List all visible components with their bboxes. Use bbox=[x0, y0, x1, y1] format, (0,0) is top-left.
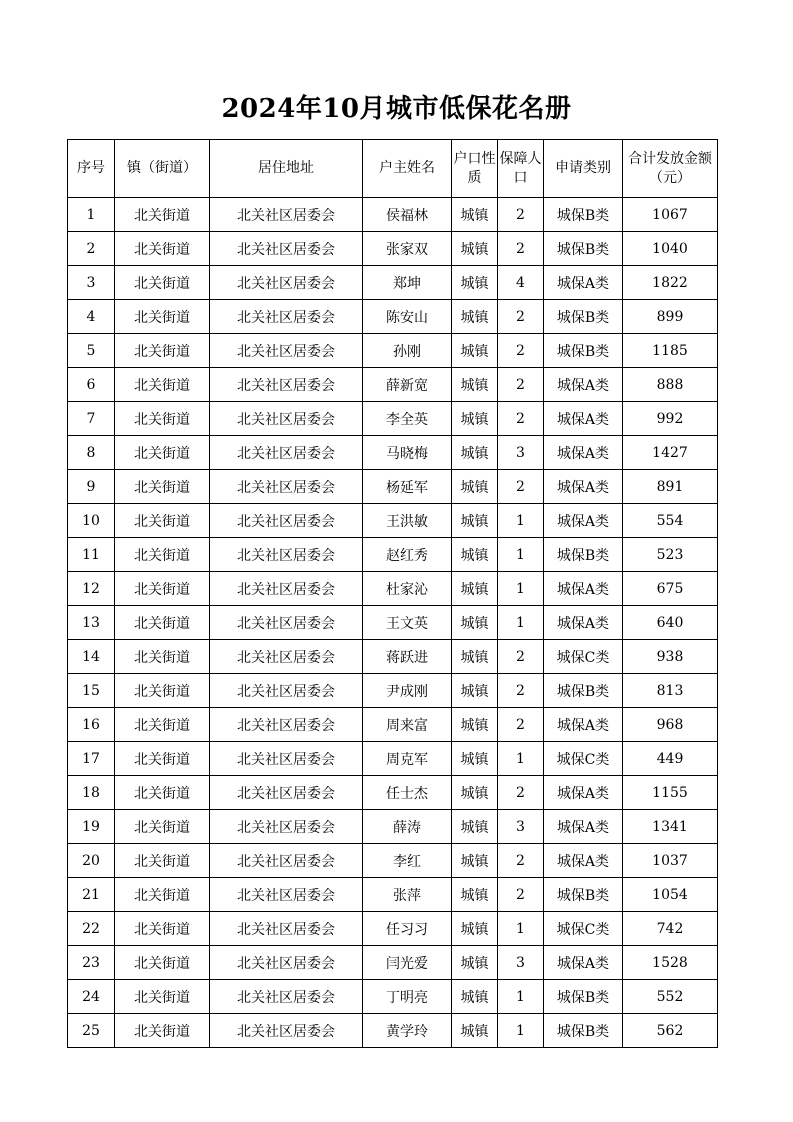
cell-category: 城保A类 bbox=[544, 708, 623, 742]
cell-hukou: 城镇 bbox=[452, 402, 498, 436]
cell-name: 郑坤 bbox=[363, 266, 452, 300]
table-row bbox=[68, 912, 718, 946]
cell-seq: 23 bbox=[68, 946, 115, 980]
cell-amount: 675 bbox=[623, 572, 718, 606]
cell-name: 周克军 bbox=[363, 742, 452, 776]
cell-category: 城保B类 bbox=[544, 980, 623, 1014]
cell-town: 北关街道 bbox=[115, 1014, 210, 1048]
cell-name: 赵红秀 bbox=[363, 538, 452, 572]
cell-name: 任士杰 bbox=[363, 776, 452, 810]
cell-persons: 1 bbox=[498, 606, 544, 640]
cell-hukou: 城镇 bbox=[452, 742, 498, 776]
cell-category: 城保A类 bbox=[544, 470, 623, 504]
table-row bbox=[68, 300, 718, 334]
cell-persons: 2 bbox=[498, 674, 544, 708]
cell-persons: 1 bbox=[498, 572, 544, 606]
table-row bbox=[68, 198, 718, 232]
cell-name: 丁明亮 bbox=[363, 980, 452, 1014]
cell-seq: 25 bbox=[68, 1014, 115, 1048]
cell-seq: 20 bbox=[68, 844, 115, 878]
cell-hukou: 城镇 bbox=[452, 300, 498, 334]
cell-town: 北关街道 bbox=[115, 946, 210, 980]
cell-town: 北关街道 bbox=[115, 470, 210, 504]
cell-category: 城保A类 bbox=[544, 776, 623, 810]
cell-town: 北关街道 bbox=[115, 368, 210, 402]
cell-address: 北关社区居委会 bbox=[210, 878, 363, 912]
cell-hukou: 城镇 bbox=[452, 844, 498, 878]
cell-town: 北关街道 bbox=[115, 572, 210, 606]
cell-seq: 6 bbox=[68, 368, 115, 402]
cell-name: 黄学玲 bbox=[363, 1014, 452, 1048]
cell-category: 城保C类 bbox=[544, 640, 623, 674]
header-hukou: 户口性质 bbox=[452, 140, 498, 198]
cell-seq: 4 bbox=[68, 300, 115, 334]
cell-address: 北关社区居委会 bbox=[210, 810, 363, 844]
cell-category: 城保B类 bbox=[544, 538, 623, 572]
table-row bbox=[68, 776, 718, 810]
cell-category: 城保A类 bbox=[544, 402, 623, 436]
cell-town: 北关街道 bbox=[115, 266, 210, 300]
cell-amount: 813 bbox=[623, 674, 718, 708]
cell-address: 北关社区居委会 bbox=[210, 504, 363, 538]
cell-hukou: 城镇 bbox=[452, 776, 498, 810]
cell-persons: 4 bbox=[498, 266, 544, 300]
cell-hukou: 城镇 bbox=[452, 266, 498, 300]
cell-persons: 1 bbox=[498, 912, 544, 946]
cell-hukou: 城镇 bbox=[452, 606, 498, 640]
cell-category: 城保A类 bbox=[544, 368, 623, 402]
cell-seq: 12 bbox=[68, 572, 115, 606]
cell-category: 城保C类 bbox=[544, 912, 623, 946]
cell-category: 城保A类 bbox=[544, 844, 623, 878]
table-row bbox=[68, 606, 718, 640]
cell-name: 杜家沁 bbox=[363, 572, 452, 606]
cell-amount: 891 bbox=[623, 470, 718, 504]
cell-seq: 19 bbox=[68, 810, 115, 844]
cell-town: 北关街道 bbox=[115, 810, 210, 844]
cell-name: 任习习 bbox=[363, 912, 452, 946]
cell-persons: 2 bbox=[498, 334, 544, 368]
cell-amount: 992 bbox=[623, 402, 718, 436]
cell-persons: 2 bbox=[498, 470, 544, 504]
cell-seq: 22 bbox=[68, 912, 115, 946]
cell-category: 城保C类 bbox=[544, 742, 623, 776]
cell-address: 北关社区居委会 bbox=[210, 776, 363, 810]
cell-address: 北关社区居委会 bbox=[210, 980, 363, 1014]
cell-address: 北关社区居委会 bbox=[210, 470, 363, 504]
cell-category: 城保A类 bbox=[544, 810, 623, 844]
cell-persons: 2 bbox=[498, 640, 544, 674]
cell-town: 北关街道 bbox=[115, 980, 210, 1014]
cell-amount: 554 bbox=[623, 504, 718, 538]
cell-town: 北关街道 bbox=[115, 436, 210, 470]
cell-hukou: 城镇 bbox=[452, 810, 498, 844]
table-row bbox=[68, 708, 718, 742]
header-amount: 合计发放金额（元） bbox=[623, 140, 718, 198]
cell-seq: 2 bbox=[68, 232, 115, 266]
cell-address: 北关社区居委会 bbox=[210, 266, 363, 300]
cell-amount: 1822 bbox=[623, 266, 718, 300]
cell-persons: 2 bbox=[498, 776, 544, 810]
cell-amount: 1185 bbox=[623, 334, 718, 368]
cell-persons: 2 bbox=[498, 232, 544, 266]
cell-seq: 13 bbox=[68, 606, 115, 640]
cell-address: 北关社区居委会 bbox=[210, 232, 363, 266]
cell-seq: 14 bbox=[68, 640, 115, 674]
cell-town: 北关街道 bbox=[115, 334, 210, 368]
cell-town: 北关街道 bbox=[115, 674, 210, 708]
cell-amount: 449 bbox=[623, 742, 718, 776]
table-row bbox=[68, 640, 718, 674]
table-row bbox=[68, 368, 718, 402]
cell-category: 城保B类 bbox=[544, 300, 623, 334]
cell-persons: 2 bbox=[498, 300, 544, 334]
table-row bbox=[68, 266, 718, 300]
cell-name: 薛新宽 bbox=[363, 368, 452, 402]
page-title: 2024年10月城市低保花名册 bbox=[221, 94, 572, 124]
cell-hukou: 城镇 bbox=[452, 334, 498, 368]
cell-address: 北关社区居委会 bbox=[210, 844, 363, 878]
cell-amount: 1427 bbox=[623, 436, 718, 470]
header-name: 户主姓名 bbox=[363, 140, 452, 198]
cell-amount: 742 bbox=[623, 912, 718, 946]
cell-persons: 2 bbox=[498, 402, 544, 436]
cell-address: 北关社区居委会 bbox=[210, 742, 363, 776]
cell-name: 周来富 bbox=[363, 708, 452, 742]
cell-name: 张家双 bbox=[363, 232, 452, 266]
cell-name: 尹成刚 bbox=[363, 674, 452, 708]
table-row bbox=[68, 538, 718, 572]
cell-name: 王文英 bbox=[363, 606, 452, 640]
cell-seq: 21 bbox=[68, 878, 115, 912]
cell-name: 孙刚 bbox=[363, 334, 452, 368]
cell-seq: 5 bbox=[68, 334, 115, 368]
cell-hukou: 城镇 bbox=[452, 470, 498, 504]
cell-name: 闫光爱 bbox=[363, 946, 452, 980]
cell-address: 北关社区居委会 bbox=[210, 300, 363, 334]
cell-category: 城保A类 bbox=[544, 504, 623, 538]
cell-category: 城保B类 bbox=[544, 674, 623, 708]
roster-table bbox=[67, 139, 718, 1048]
cell-town: 北关街道 bbox=[115, 708, 210, 742]
cell-category: 城保B类 bbox=[544, 232, 623, 266]
cell-address: 北关社区居委会 bbox=[210, 674, 363, 708]
cell-amount: 562 bbox=[623, 1014, 718, 1048]
cell-category: 城保A类 bbox=[544, 606, 623, 640]
cell-amount: 1037 bbox=[623, 844, 718, 878]
cell-hukou: 城镇 bbox=[452, 980, 498, 1014]
table-row bbox=[68, 402, 718, 436]
cell-amount: 968 bbox=[623, 708, 718, 742]
table-row bbox=[68, 470, 718, 504]
cell-hukou: 城镇 bbox=[452, 198, 498, 232]
cell-persons: 3 bbox=[498, 946, 544, 980]
cell-hukou: 城镇 bbox=[452, 538, 498, 572]
cell-hukou: 城镇 bbox=[452, 708, 498, 742]
cell-address: 北关社区居委会 bbox=[210, 946, 363, 980]
cell-amount: 640 bbox=[623, 606, 718, 640]
cell-amount: 1067 bbox=[623, 198, 718, 232]
cell-town: 北关街道 bbox=[115, 198, 210, 232]
cell-category: 城保A类 bbox=[544, 436, 623, 470]
cell-town: 北关街道 bbox=[115, 844, 210, 878]
cell-amount: 1054 bbox=[623, 878, 718, 912]
cell-town: 北关街道 bbox=[115, 606, 210, 640]
header-category: 申请类别 bbox=[544, 140, 623, 198]
cell-hukou: 城镇 bbox=[452, 912, 498, 946]
cell-town: 北关街道 bbox=[115, 776, 210, 810]
cell-town: 北关街道 bbox=[115, 538, 210, 572]
header-seq: 序号 bbox=[68, 140, 115, 198]
cell-amount: 938 bbox=[623, 640, 718, 674]
cell-hukou: 城镇 bbox=[452, 436, 498, 470]
table-header-row bbox=[68, 140, 718, 198]
cell-name: 李全英 bbox=[363, 402, 452, 436]
cell-category: 城保A类 bbox=[544, 946, 623, 980]
table-body bbox=[68, 198, 718, 1048]
cell-seq: 1 bbox=[68, 198, 115, 232]
table-row bbox=[68, 946, 718, 980]
cell-seq: 17 bbox=[68, 742, 115, 776]
cell-amount: 1040 bbox=[623, 232, 718, 266]
table-row bbox=[68, 572, 718, 606]
cell-hukou: 城镇 bbox=[452, 1014, 498, 1048]
cell-name: 薛涛 bbox=[363, 810, 452, 844]
cell-name: 侯福林 bbox=[363, 198, 452, 232]
cell-seq: 8 bbox=[68, 436, 115, 470]
cell-amount: 1341 bbox=[623, 810, 718, 844]
cell-name: 陈安山 bbox=[363, 300, 452, 334]
cell-category: 城保A类 bbox=[544, 572, 623, 606]
cell-seq: 3 bbox=[68, 266, 115, 300]
cell-persons: 2 bbox=[498, 708, 544, 742]
cell-seq: 18 bbox=[68, 776, 115, 810]
cell-address: 北关社区居委会 bbox=[210, 436, 363, 470]
cell-town: 北关街道 bbox=[115, 742, 210, 776]
cell-amount: 523 bbox=[623, 538, 718, 572]
cell-town: 北关街道 bbox=[115, 504, 210, 538]
cell-name: 杨延军 bbox=[363, 470, 452, 504]
cell-address: 北关社区居委会 bbox=[210, 572, 363, 606]
cell-amount: 1155 bbox=[623, 776, 718, 810]
header-town: 镇（街道） bbox=[115, 140, 210, 198]
cell-name: 马晓梅 bbox=[363, 436, 452, 470]
table-row bbox=[68, 232, 718, 266]
cell-persons: 1 bbox=[498, 1014, 544, 1048]
table-row bbox=[68, 810, 718, 844]
table-row bbox=[68, 1014, 718, 1048]
cell-category: 城保B类 bbox=[544, 1014, 623, 1048]
table-row bbox=[68, 878, 718, 912]
cell-address: 北关社区居委会 bbox=[210, 708, 363, 742]
cell-persons: 2 bbox=[498, 198, 544, 232]
cell-hukou: 城镇 bbox=[452, 504, 498, 538]
header-address: 居住地址 bbox=[210, 140, 363, 198]
cell-persons: 3 bbox=[498, 810, 544, 844]
cell-persons: 1 bbox=[498, 504, 544, 538]
cell-category: 城保B类 bbox=[544, 334, 623, 368]
cell-seq: 15 bbox=[68, 674, 115, 708]
cell-persons: 2 bbox=[498, 368, 544, 402]
header-persons: 保障人口 bbox=[498, 140, 544, 198]
cell-address: 北关社区居委会 bbox=[210, 1014, 363, 1048]
cell-name: 张萍 bbox=[363, 878, 452, 912]
table-row bbox=[68, 436, 718, 470]
cell-address: 北关社区居委会 bbox=[210, 368, 363, 402]
cell-seq: 24 bbox=[68, 980, 115, 1014]
cell-address: 北关社区居委会 bbox=[210, 538, 363, 572]
cell-category: 城保B类 bbox=[544, 198, 623, 232]
cell-amount: 1528 bbox=[623, 946, 718, 980]
cell-name: 王洪敏 bbox=[363, 504, 452, 538]
cell-persons: 2 bbox=[498, 878, 544, 912]
cell-persons: 1 bbox=[498, 538, 544, 572]
cell-hukou: 城镇 bbox=[452, 674, 498, 708]
cell-persons: 3 bbox=[498, 436, 544, 470]
cell-name: 李红 bbox=[363, 844, 452, 878]
cell-seq: 11 bbox=[68, 538, 115, 572]
cell-persons: 1 bbox=[498, 980, 544, 1014]
table-row bbox=[68, 504, 718, 538]
table-row bbox=[68, 674, 718, 708]
cell-address: 北关社区居委会 bbox=[210, 606, 363, 640]
cell-hukou: 城镇 bbox=[452, 368, 498, 402]
cell-address: 北关社区居委会 bbox=[210, 640, 363, 674]
cell-town: 北关街道 bbox=[115, 232, 210, 266]
cell-seq: 10 bbox=[68, 504, 115, 538]
cell-town: 北关街道 bbox=[115, 912, 210, 946]
cell-address: 北关社区居委会 bbox=[210, 402, 363, 436]
cell-persons: 1 bbox=[498, 742, 544, 776]
cell-town: 北关街道 bbox=[115, 402, 210, 436]
cell-category: 城保B类 bbox=[544, 878, 623, 912]
cell-seq: 9 bbox=[68, 470, 115, 504]
cell-address: 北关社区居委会 bbox=[210, 198, 363, 232]
cell-amount: 899 bbox=[623, 300, 718, 334]
cell-persons: 2 bbox=[498, 844, 544, 878]
table-row bbox=[68, 844, 718, 878]
cell-town: 北关街道 bbox=[115, 300, 210, 334]
table-row bbox=[68, 980, 718, 1014]
cell-seq: 7 bbox=[68, 402, 115, 436]
cell-amount: 552 bbox=[623, 980, 718, 1014]
cell-amount: 888 bbox=[623, 368, 718, 402]
cell-name: 蒋跃进 bbox=[363, 640, 452, 674]
cell-hukou: 城镇 bbox=[452, 572, 498, 606]
table-row bbox=[68, 742, 718, 776]
cell-hukou: 城镇 bbox=[452, 878, 498, 912]
cell-hukou: 城镇 bbox=[452, 232, 498, 266]
table-row bbox=[68, 334, 718, 368]
cell-town: 北关街道 bbox=[115, 878, 210, 912]
cell-hukou: 城镇 bbox=[452, 640, 498, 674]
cell-town: 北关街道 bbox=[115, 640, 210, 674]
cell-hukou: 城镇 bbox=[452, 946, 498, 980]
cell-address: 北关社区居委会 bbox=[210, 334, 363, 368]
cell-category: 城保A类 bbox=[544, 266, 623, 300]
cell-seq: 16 bbox=[68, 708, 115, 742]
cell-address: 北关社区居委会 bbox=[210, 912, 363, 946]
